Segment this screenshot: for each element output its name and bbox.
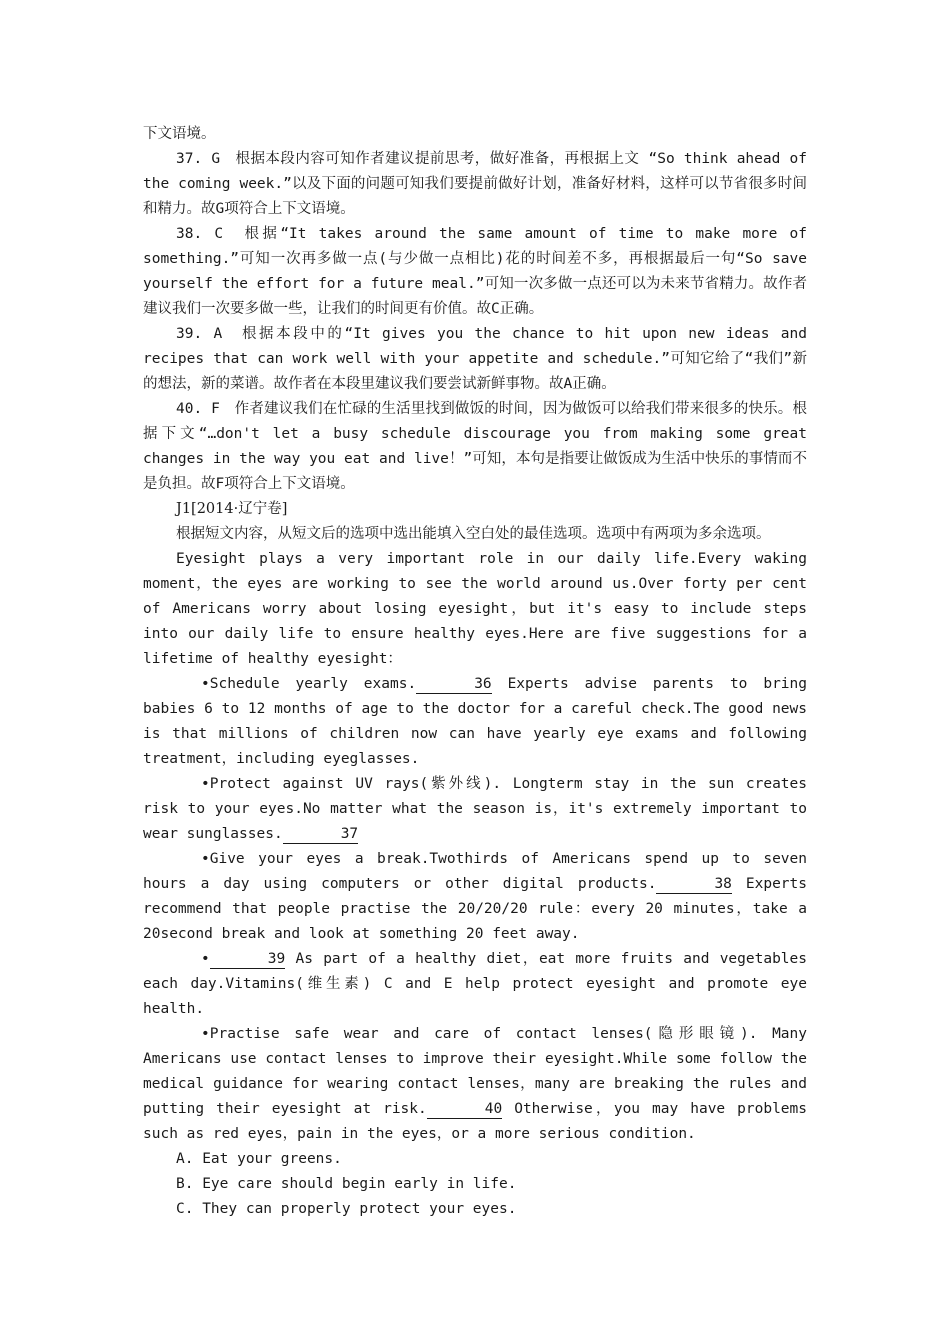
- option-c: C. They can properly protect your eyes.: [176, 1201, 517, 1217]
- blank-36[interactable]: 36: [416, 675, 491, 694]
- passage-intro: Eyesight plays a very important role in our daily life.Every waking moment，the eyes are working to see the world around us.Over forty per cent of Americans worry about losing eyesight，but it's easy to include steps into our daily life to ensure healthy eyes.Here are five suggestions for a lifetime of healthy eyesight：: [143, 551, 807, 667]
- blank-39[interactable]: 39: [210, 950, 285, 969]
- answer-38: 38. C 根据“It takes around the same amount of time to make more of something.”可知一次再多做一点(与少做一点相比)花的时间差不多，再根据最后一句“So save yourself the effort for a future meal.”可知一次多做一点还可以为未来节省精力。故作者建议我们一次要多做一些，让我们的时间更有价值。故C正确。: [143, 226, 807, 317]
- bullet-3: •Give your eyes a break.Twothirds of Americans spend up to seven hours a day using computers or other digital products. 38 Experts recommend that people practise the 20/20/20 rule：every 20 minutes，take a 20second break and look at something 20 feet away.: [143, 851, 807, 942]
- answer-37: 37. G 根据本段内容可知作者建议提前思考，做好准备，再根据上文 “So think ahead of the coming week.”以及下面的问题可知我们要提前做好计划，准备好材料，这样可以节省很多时间和精力。故G项符合上下文语境。: [143, 151, 807, 217]
- bullet-2: •Protect against UV rays(紫外线). Longterm stay in the sun creates risk to your eyes.No matter what the season is，it's extremely important to wear sunglasses. 37: [143, 776, 807, 842]
- answer-40: 40. F 作者建议我们在忙碌的生活里找到做饭的时间，因为做饭可以给我们带来很多的快乐。根据下文“…don't let a busy schedule discourage you from making some great changes in the way you eat and live！”可知，本句是指要让做饭成为生活中快乐的事情而不是负担。故F项符合上下文语境。: [143, 401, 807, 492]
- bullet-4: • 39 As part of a healthy diet，eat more fruits and vegetables each day.Vitamins(维生素) C and E help protect eyesight and promote eye health.: [143, 951, 807, 1017]
- answer-continuation: 下文语境。: [143, 126, 216, 142]
- blank-40[interactable]: 40: [427, 1100, 502, 1119]
- blank-37[interactable]: 37: [283, 825, 358, 844]
- blank-38[interactable]: 38: [656, 875, 731, 894]
- option-a: A. Eat your greens.: [176, 1151, 342, 1167]
- bullet-5: •Practise safe wear and care of contact lenses(隐形眼镜). Many Americans use contact lenses to improve their eyesight.While some follow the medical guidance for wearing contact lenses，many are breaking the rules and putting their eyesight at risk. 40 Otherwise，you may have problems such as red eyes，pain in the eyes，or a more serious condition.: [143, 1026, 807, 1142]
- document-page: [143, 122, 807, 1222]
- option-b: B. Eye care should begin early in life.: [176, 1176, 517, 1192]
- section-instruction: 根据短文内容，从短文后的选项中选出能填入空白处的最佳选项。选项中有两项为多余选项。: [176, 526, 771, 542]
- bullet-1: •Schedule yearly exams. 36 Experts advise parents to bring babies 6 to 12 months of age to the doctor for a careful check.The good news is that millions of children now can have yearly eye exams and following treatment，including eyeglasses.: [143, 676, 807, 767]
- section-tag: J1[2014·辽宁卷]: [176, 501, 288, 517]
- answer-39: 39. A 根据本段中的“It gives you the chance to hit upon new ideas and recipes that can work well with your appetite and schedule.”可知它给了“我们”新的想法，新的菜谱。故作者在本段里建议我们要尝试新鲜事物。故A正确。: [143, 326, 807, 392]
